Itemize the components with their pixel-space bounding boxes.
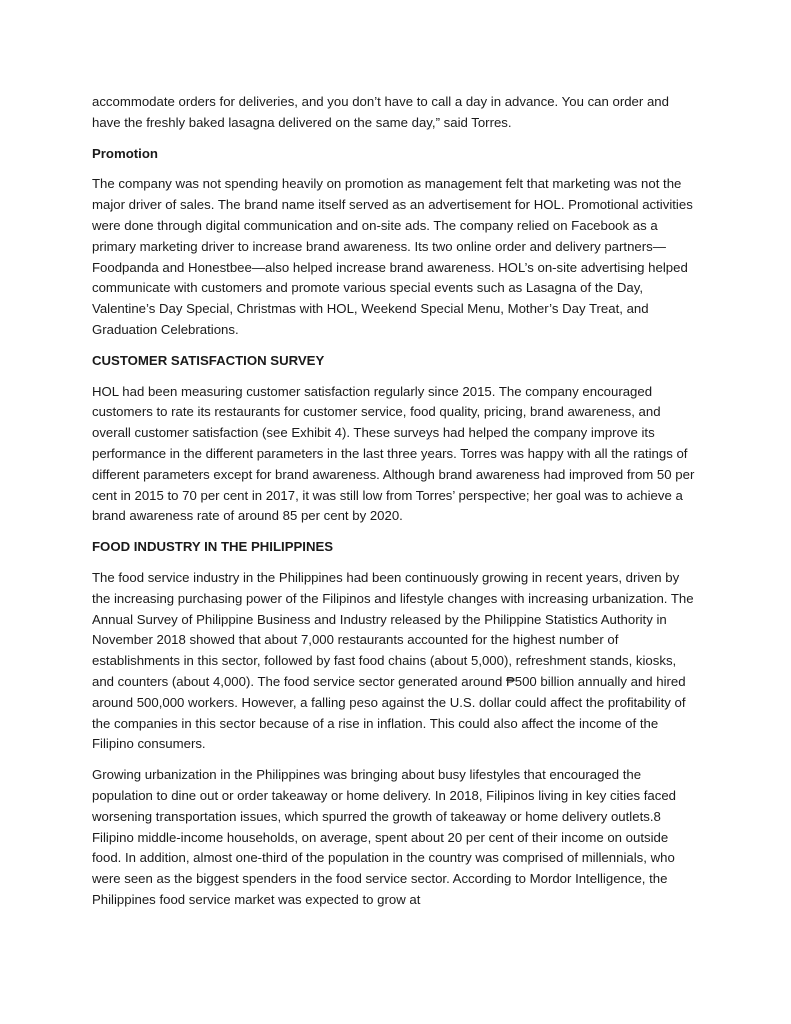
paragraph-customer-satisfaction: HOL had been measuring customer satisfaction regularly since 2015. The company encouraged customers to rate its restaurants for customer service, food quality, pricing, brand awareness, and overall customer satisfaction (see Exhibit 4). These surveys had helped the company improve its performance in the different parameters in the last three years. Torres was happy with all the ratings of different parameters except for brand awareness. Although brand awareness had improved from 50 per cent in 2015 to 70 per cent in 2017, it was still low from Torres’ perspective; her goal was to achieve a brand awareness rate of around 85 per cent by 2020. bbox=[92, 383, 695, 524]
paragraph-urbanization: Growing urbanization in the Philippines was bringing about busy lifestyles that encouraged the population to dine out or order takeaway or home delivery. In 2018, Filipinos living in key cities faced worsening transportation issues, which spurred the growth of takeaway or home delivery outlets.8 Filipino middle-income households, on average, spent about 20 per cent of their income on outside food. In addition, almost one-third of the population in the country was comprised of millennials, who were seen as the biggest spenders in the food service sector. According to Mordor Intelligence, the Philippines food service market was expected to grow at bbox=[92, 767, 676, 907]
heading-promotion: Promotion bbox=[92, 145, 158, 161]
paragraph-food-industry: The food service industry in the Philippines had been continuously growing in recent years, driven by the increasing purchasing power of the Filipinos and lifestyle changes with increasing urbanization. The Annual Survey of Philippine Business and Industry released by the Philippine Statistics Authority in November 2018 showed that about 7,000 restaurants accounted for the highest number of establishments in this sector, followed by fast food chains (about 5,000), refreshment stands, kiosks, and counters (about 4,000). The food service sector generated around ₱500 billion annually and hired around 500,000 workers. However, a falling peso against the U.S. dollar could affect the profitability of the companies in this sector because of a rise in inflation. This could also affect the income of the Filipino consumers. bbox=[92, 569, 694, 752]
paragraph-delivery-quote: accommodate orders for deliveries, and you don’t have to call a day in advance. You can order and have the freshly baked lasagna delivered on the same day,” said Torres. bbox=[92, 94, 669, 130]
heading-food-industry: FOOD INDUSTRY IN THE PHILIPPINES bbox=[92, 539, 334, 555]
document-page bbox=[92, 92, 700, 921]
heading-customer-satisfaction-survey: CUSTOMER SATISFACTION SURVEY bbox=[92, 352, 325, 368]
paragraph-promotion: The company was not spending heavily on promotion as management felt that marketing was not the major driver of sales. The brand name itself served as an advertisement for HOL. Promotional activities were done through digital communication and on-site ads. The company relied on Facebook as a primary marketing driver to increase brand awareness. Its two online order and delivery partners—Foodpanda and Honestbee—also helped increase brand awareness. HOL’s on-site advertising helped communicate with customers and promote various special events such as Lasagna of the Day, Valentine’s Day Special, Christmas with HOL, Weekend Special Menu, Mother’s Day Treat, and Graduation Celebrations. bbox=[92, 176, 693, 337]
